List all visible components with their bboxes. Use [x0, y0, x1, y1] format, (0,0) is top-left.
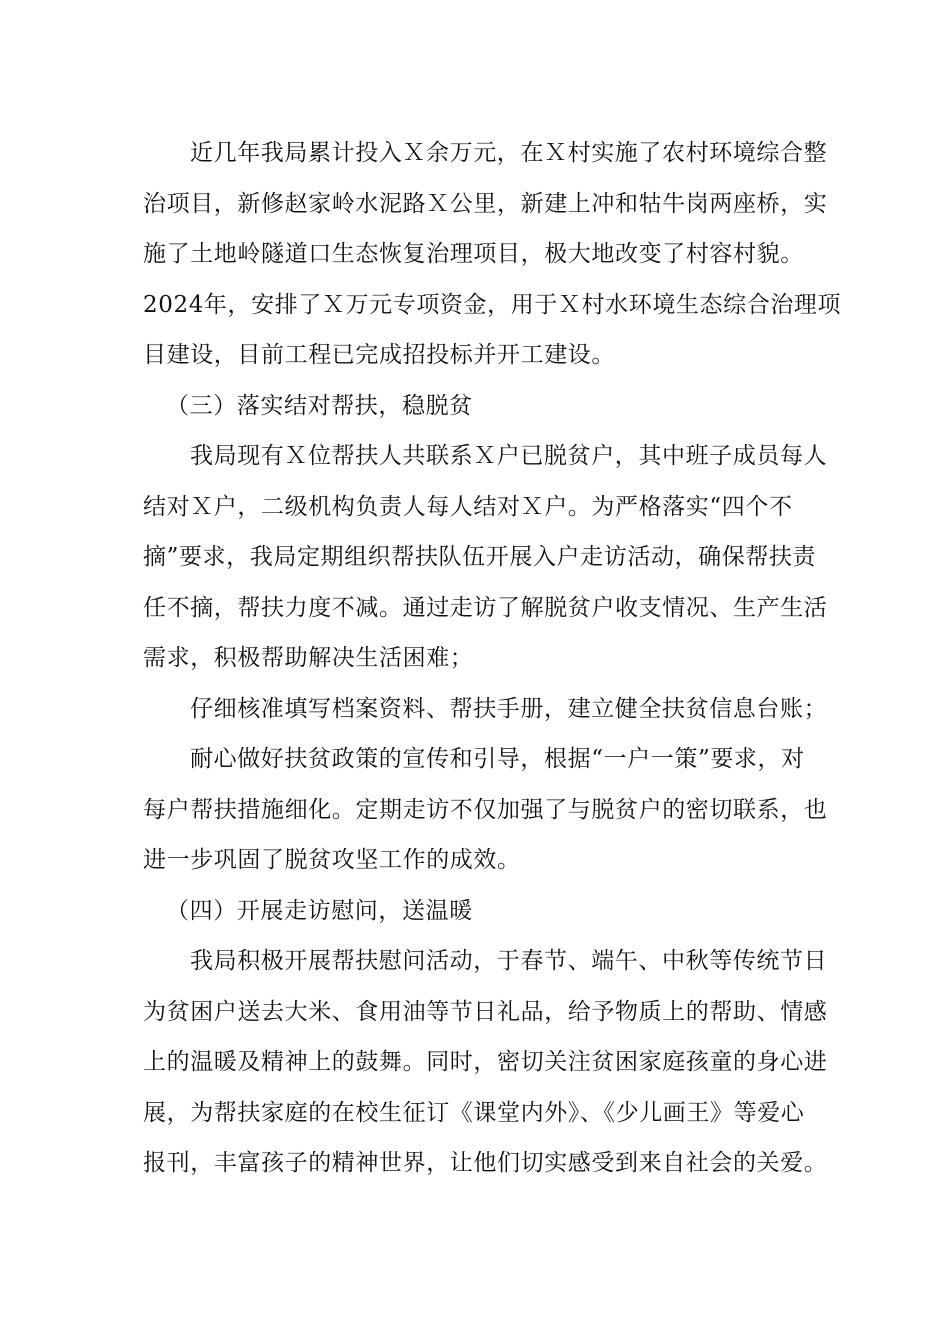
paragraph-policy-guidance	[143, 734, 828, 886]
text-line: 目建设，目前工程已完成招投标并开工建设。	[143, 342, 615, 368]
text-line: 我局现有Ｘ位帮扶人共联系Ｘ户已脱贫户，其中班子成员每人	[190, 443, 828, 469]
text-line: 我局积极开展帮扶慰问活动，于春节、端午、中秋等传统节日	[190, 948, 828, 974]
text-line: 耐心做好扶贫政策的宣传和引导，根据“一户一策”要求，对	[190, 746, 805, 772]
section-heading: （三）落实结对帮扶，稳脱贫	[166, 392, 473, 419]
text-line: 结对Ｘ户，二级机构负责人每人结对Ｘ户。为严格落实“四个不	[143, 493, 793, 520]
text-line: 展，为帮扶家庭的在校生征订《课堂内外》、《少儿画王》等爱心	[143, 1099, 805, 1126]
paragraph-visits-condolence	[143, 936, 828, 1189]
document-body	[143, 128, 842, 1189]
text-line: 治项目，新修赵家岭水泥路Ｘ公里，新建上冲和牯牛岗两座桥，实	[143, 190, 828, 217]
text-line: 仔细核准填写档案资料、帮扶手册，建立健全扶贫信息台账；	[190, 695, 828, 722]
section-heading: （四）开展走访慰问，送温暖	[166, 897, 473, 924]
text-line: 为贫困户送去大米、食用油等节日礼品，给予物质上的帮助、情感	[143, 998, 828, 1025]
section-heading-four	[143, 886, 815, 937]
paragraph-pairing-assistance	[143, 431, 828, 684]
text-line: 任不摘，帮扶力度不减。通过走访了解脱贫户收支情况、生产生活	[143, 594, 828, 621]
text-line: 2024年，安排了Ｘ万元专项资金，用于Ｘ村水环境生态综合治理项	[143, 291, 842, 318]
text-line: 报刊，丰富孩子的精神世界，让他们切实感受到来自社会的关爱。	[143, 1150, 828, 1176]
section-heading-three	[143, 381, 815, 432]
text-line: 近几年我局累计投入Ｘ余万元，在Ｘ村实施了农村环境综合整	[190, 140, 828, 166]
text-line: 每户帮扶措施细化。定期走访不仅加强了与脱贫户的密切联系，也	[143, 796, 828, 823]
text-line: 上的温暖及精神上的鼓舞。同时，密切关注贫困家庭孩童的身心进	[143, 1049, 828, 1075]
paragraph-archive-records	[143, 684, 828, 735]
paragraph-rural-environment	[143, 128, 842, 381]
text-line: 需求，积极帮助解决生活困难；	[143, 645, 474, 671]
text-line: 进一步巩固了脱贫攻坚工作的成效。	[143, 847, 521, 873]
text-line: 摘”要求，我局定期组织帮扶队伍开展入户走访活动，确保帮扶责	[143, 544, 817, 570]
text-line: 施了土地岭隧道口生态恢复治理项目，极大地改变了村容村貌。	[143, 241, 804, 267]
